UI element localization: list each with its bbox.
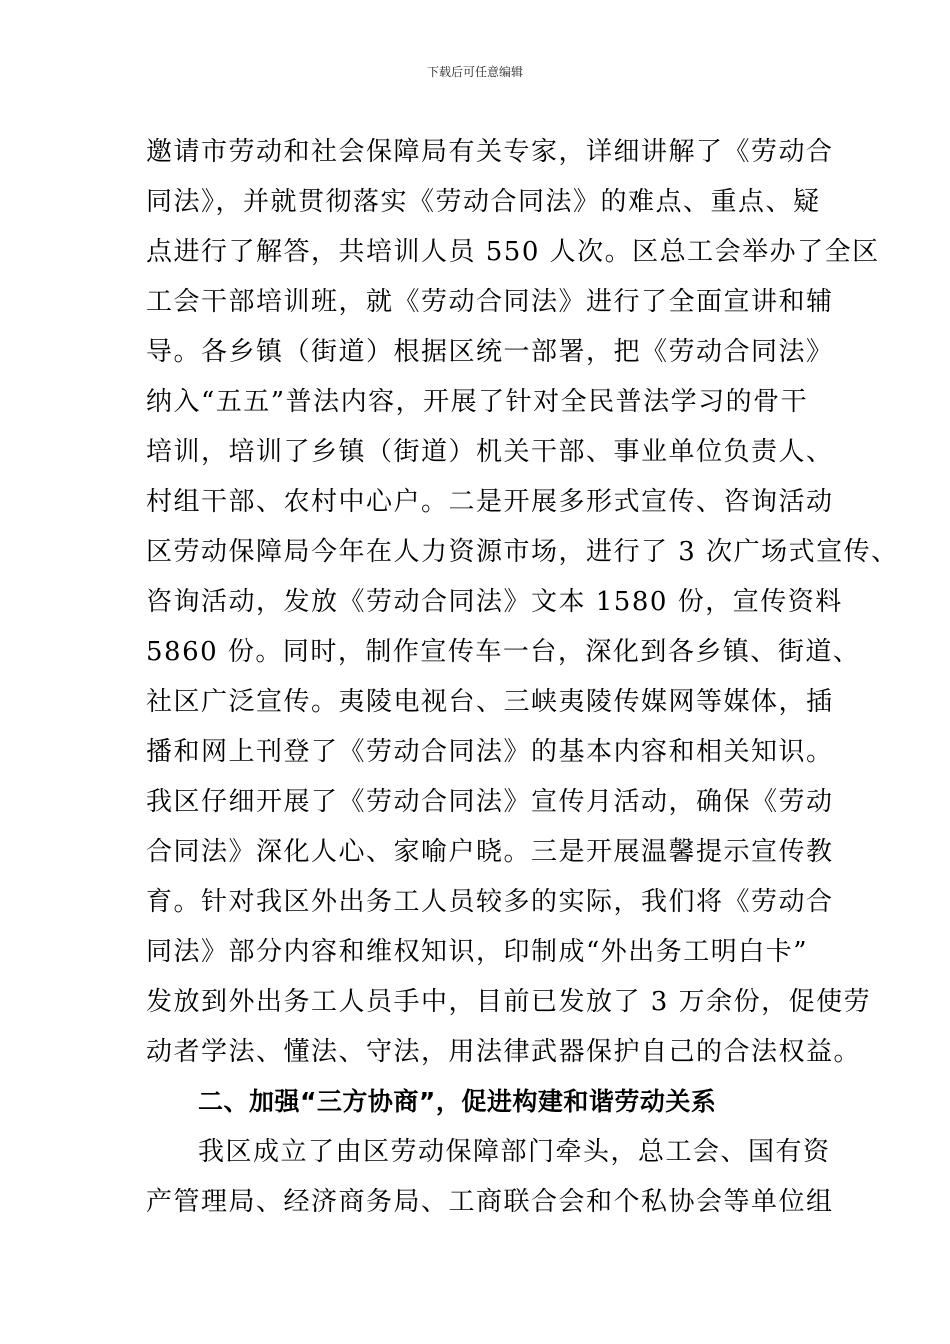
body-line-6: 纳入“五五”普法内容，开展了针对全民普法学习的骨干 <box>146 387 809 417</box>
body-line-12: 社区广泛宣传。夷陵电视台、三峡夷陵传媒网等媒体，插 <box>146 687 834 717</box>
body-line-18: 发放到外出务工人员手中，目前已发放了 3 万余份，促使劳 <box>146 987 872 1017</box>
body-line-21: 我区成立了由区劳动保障部门牵头，总工会、国有资 <box>198 1137 831 1167</box>
body-line-4: 工会干部培训班，就《劳动合同法》进行了全面宣讲和辅 <box>146 287 834 317</box>
body-line-9: 区劳动保障局今年在人力资源市场，进行了 3 次广场式宣传、 <box>146 537 899 567</box>
document-body <box>146 127 899 1227</box>
body-line-22: 产管理局、经济商务局、工商联合会和个私协会等单位组 <box>146 1187 834 1217</box>
page-header: 下载后可任意编辑 <box>426 65 523 79</box>
body-line-3: 点进行了解答，共培训人员 550 人次。区总工会举办了全区 <box>146 237 880 267</box>
body-line-1: 邀请市劳动和社会保障局有关专家，详细讲解了《劳动合 <box>146 137 834 167</box>
body-line-5: 导。各乡镇（街道）根据区统一部署，把《劳动合同法》 <box>146 337 834 367</box>
body-line-19: 动者学法、懂法、守法，用法律武器保护自己的合法权益。 <box>146 1037 862 1067</box>
body-line-2: 同法》，并就贯彻落实《劳动合同法》的难点、重点、疑 <box>146 187 821 217</box>
section-heading: 二、加强“三方协商”，促进构建和谐劳动关系 <box>198 1087 717 1116</box>
body-line-7: 培训，培训了乡镇（街道）机关干部、事业单位负责人、 <box>146 437 834 467</box>
body-line-15: 合同法》深化人心、家喻户晓。三是开展温馨提示宣传教 <box>146 837 834 867</box>
body-line-14: 我区仔细开展了《劳动合同法》宣传月活动，确保《劳动 <box>146 787 834 817</box>
body-line-8: 村组干部、农村中心户。二是开展多形式宣传、咨询活动 <box>146 487 834 517</box>
body-line-10: 咨询活动，发放《劳动合同法》文本 1580 份，宣传资料 <box>146 587 843 617</box>
body-line-16: 育。针对我区外出务工人员较多的实际，我们将《劳动合 <box>146 887 834 917</box>
body-line-17: 同法》部分内容和维权知识，印制成“外出务工明白卡” <box>146 937 809 967</box>
body-line-11: 5860 份。同时，制作宣传车一台，深化到各乡镇、街道、 <box>146 637 861 667</box>
body-line-13: 播和网上刊登了《劳动合同法》的基本内容和相关知识。 <box>146 737 834 767</box>
